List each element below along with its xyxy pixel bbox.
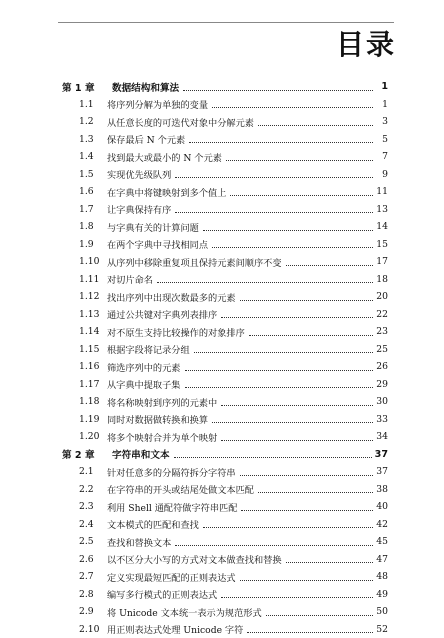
- chapter-title: 数据结构和算法: [112, 80, 181, 94]
- chapter-number: 第 1 章: [62, 80, 112, 94]
- page-number: 47: [375, 554, 388, 565]
- section-number: 1.9: [62, 239, 107, 250]
- chapter-1-entry[interactable]: [62, 78, 388, 96]
- top-rule: [58, 22, 394, 23]
- leader-dots: [221, 596, 373, 598]
- section-title: 同时对数据做转换和换算: [107, 412, 210, 426]
- page-number: 14: [375, 221, 388, 232]
- leader-dots: [221, 439, 373, 441]
- leader-dots: [203, 229, 373, 231]
- page-number: 45: [375, 536, 388, 547]
- page-number: 30: [375, 396, 388, 407]
- page-number: 17: [375, 256, 388, 267]
- section-number: 2.4: [62, 519, 107, 530]
- page-number: 52: [375, 624, 388, 635]
- page-number: 1: [375, 81, 388, 92]
- section-entry[interactable]: [62, 113, 388, 131]
- section-title: 用正则表达式处理 Unicode 字符: [107, 622, 245, 636]
- section-number: 1.18: [62, 396, 107, 407]
- section-number: 1.5: [62, 169, 107, 180]
- section-entry[interactable]: [62, 393, 388, 411]
- section-number: 1.19: [62, 414, 107, 425]
- page-number: 20: [375, 291, 388, 302]
- leader-dots: [230, 194, 373, 196]
- section-number: 1.4: [62, 151, 107, 162]
- leader-dots: [240, 299, 373, 301]
- section-number: 1.11: [62, 274, 107, 285]
- section-entry[interactable]: [62, 411, 388, 429]
- section-title: 保存最后 N 个元素: [107, 132, 187, 146]
- section-number: 1.10: [62, 256, 107, 267]
- section-entry[interactable]: [62, 586, 388, 604]
- section-entry[interactable]: [62, 551, 388, 569]
- section-number: 1.7: [62, 204, 107, 215]
- leader-dots: [226, 159, 373, 161]
- section-title: 查找和替换文本: [107, 535, 173, 549]
- section-title: 对不原生支持比较操作的对象排序: [107, 325, 247, 339]
- leader-dots: [189, 141, 373, 143]
- leader-dots: [212, 246, 373, 248]
- section-title: 文本模式的匹配和查找: [107, 517, 201, 531]
- section-number: 2.2: [62, 484, 107, 495]
- leader-dots: [174, 456, 372, 458]
- section-number: 1.20: [62, 431, 107, 442]
- page-number: 38: [375, 484, 388, 495]
- section-number: 1.2: [62, 116, 107, 127]
- table-of-contents: [62, 78, 388, 638]
- page-number: 48: [375, 571, 388, 582]
- section-title: 在字符串的开头或结尾处做文本匹配: [107, 482, 256, 496]
- section-number: 2.6: [62, 554, 107, 565]
- page-number: 29: [375, 379, 388, 390]
- section-number: 1.1: [62, 99, 107, 110]
- page-number: 25: [375, 344, 388, 355]
- leader-dots: [258, 124, 373, 126]
- leader-dots: [241, 509, 373, 511]
- section-entry[interactable]: [62, 183, 388, 201]
- section-number: 2.7: [62, 571, 107, 582]
- chapter-title: 字符串和文本: [112, 447, 172, 461]
- section-number: 2.5: [62, 536, 107, 547]
- leader-dots: [266, 614, 373, 616]
- page-number: 15: [375, 239, 388, 250]
- section-title: 从序列中移除重复项且保持元素间顺序不变: [107, 255, 284, 269]
- section-title: 让字典保持有序: [107, 202, 173, 216]
- leader-dots: [175, 211, 373, 213]
- page-number: 26: [375, 361, 388, 372]
- leader-dots: [286, 561, 373, 563]
- page-number: 37: [375, 466, 388, 477]
- leader-dots: [240, 579, 373, 581]
- page-number: 22: [375, 309, 388, 320]
- section-title: 从字典中提取子集: [107, 377, 183, 391]
- section-entry[interactable]: [62, 166, 388, 184]
- page-number: 49: [375, 589, 388, 600]
- section-entry[interactable]: [62, 148, 388, 166]
- section-number: 1.15: [62, 344, 107, 355]
- leader-dots: [221, 404, 373, 406]
- leader-dots: [286, 264, 373, 266]
- page-number: 18: [375, 274, 388, 285]
- section-number: 1.16: [62, 361, 107, 372]
- section-number: 1.13: [62, 309, 107, 320]
- leader-dots: [240, 474, 373, 476]
- section-number: 1.14: [62, 326, 107, 337]
- page-title: 目录: [336, 31, 396, 59]
- section-title: 通过公共键对字典列表排序: [107, 307, 219, 321]
- section-entry[interactable]: [62, 288, 388, 306]
- section-title: 与字典有关的计算问题: [107, 220, 201, 234]
- page-number: 37: [374, 449, 388, 460]
- leader-dots: [185, 386, 374, 388]
- leader-dots: [157, 281, 373, 283]
- leader-dots: [258, 491, 373, 493]
- page-number: 3: [375, 116, 388, 127]
- section-title: 根据字段将记录分组: [107, 342, 192, 356]
- section-number: 2.3: [62, 501, 107, 512]
- section-number: 1.6: [62, 186, 107, 197]
- section-number: 2.8: [62, 589, 107, 600]
- section-title: 将名称映射到序列的元素中: [107, 395, 219, 409]
- page-number: 1: [375, 99, 388, 110]
- section-number: 1.17: [62, 379, 107, 390]
- section-entry[interactable]: [62, 463, 388, 481]
- section-entry[interactable]: [62, 428, 388, 446]
- section-entry[interactable]: [62, 96, 388, 114]
- section-title: 编写多行模式的正则表达式: [107, 587, 219, 601]
- leader-dots: [212, 421, 373, 423]
- section-number: 2.10: [62, 624, 107, 635]
- page-number: 9: [375, 169, 388, 180]
- section-entry[interactable]: [62, 376, 388, 394]
- section-entry[interactable]: [62, 306, 388, 324]
- section-entry[interactable]: [62, 253, 388, 271]
- section-title: 找出序列中出现次数最多的元素: [107, 290, 238, 304]
- section-number: 1.3: [62, 134, 107, 145]
- section-entry[interactable]: [62, 236, 388, 254]
- section-entry[interactable]: [62, 481, 388, 499]
- leader-dots: [175, 544, 373, 546]
- leader-dots: [194, 351, 373, 353]
- leader-dots: [203, 526, 373, 528]
- leader-dots: [249, 334, 373, 336]
- page-number: 50: [375, 606, 388, 617]
- page-number: 13: [375, 204, 388, 215]
- section-entry[interactable]: [62, 218, 388, 236]
- leader-dots: [247, 631, 373, 633]
- section-entry[interactable]: [62, 201, 388, 219]
- section-number: 1.12: [62, 291, 107, 302]
- section-number: 2.1: [62, 466, 107, 477]
- section-entry[interactable]: [62, 358, 388, 376]
- section-title: 从任意长度的可迭代对象中分解元素: [107, 115, 256, 129]
- leader-dots: [185, 369, 374, 371]
- page-number: 23: [375, 326, 388, 337]
- section-title: 对切片命名: [107, 272, 155, 286]
- section-entry[interactable]: [62, 341, 388, 359]
- page-number: 34: [375, 431, 388, 442]
- section-title: 将多个映射合并为单个映射: [107, 430, 219, 444]
- section-title: 筛选序列中的元素: [107, 360, 183, 374]
- section-entry[interactable]: [62, 516, 388, 534]
- leader-dots: [175, 176, 373, 178]
- leader-dots: [183, 89, 373, 91]
- section-title: 利用 Shell 通配符做字符串匹配: [107, 500, 239, 514]
- page-number: 7: [375, 151, 388, 162]
- leader-dots: [212, 106, 373, 108]
- leader-dots: [221, 316, 373, 318]
- section-entry[interactable]: [62, 568, 388, 586]
- section-title: 在两个字典中寻找相同点: [107, 237, 210, 251]
- section-entry[interactable]: [62, 533, 388, 551]
- page-number: 11: [375, 186, 388, 197]
- section-number: 1.8: [62, 221, 107, 232]
- section-title: 将 Unicode 文本统一表示为规范形式: [107, 605, 264, 619]
- section-title: 在字典中将键映射到多个值上: [107, 185, 228, 199]
- chapter-2-entry[interactable]: [62, 446, 388, 464]
- section-title: 定义实现最短匹配的正则表达式: [107, 570, 238, 584]
- section-entry[interactable]: [62, 621, 388, 638]
- section-entry[interactable]: [62, 323, 388, 341]
- section-title: 将序列分解为单独的变量: [107, 97, 210, 111]
- section-title: 针对任意多的分隔符拆分字符串: [107, 465, 238, 479]
- section-entry[interactable]: [62, 603, 388, 621]
- page-number: 40: [375, 501, 388, 512]
- section-entry[interactable]: [62, 271, 388, 289]
- section-number: 2.9: [62, 606, 107, 617]
- section-entry[interactable]: [62, 131, 388, 149]
- section-title: 以不区分大小写的方式对文本做查找和替换: [107, 552, 284, 566]
- chapter-number: 第 2 章: [62, 447, 112, 461]
- page-number: 42: [375, 519, 388, 530]
- section-title: 实现优先级队列: [107, 167, 173, 181]
- page-number: 33: [375, 414, 388, 425]
- section-title: 找到最大或最小的 N 个元素: [107, 150, 224, 164]
- page-number: 5: [375, 134, 388, 145]
